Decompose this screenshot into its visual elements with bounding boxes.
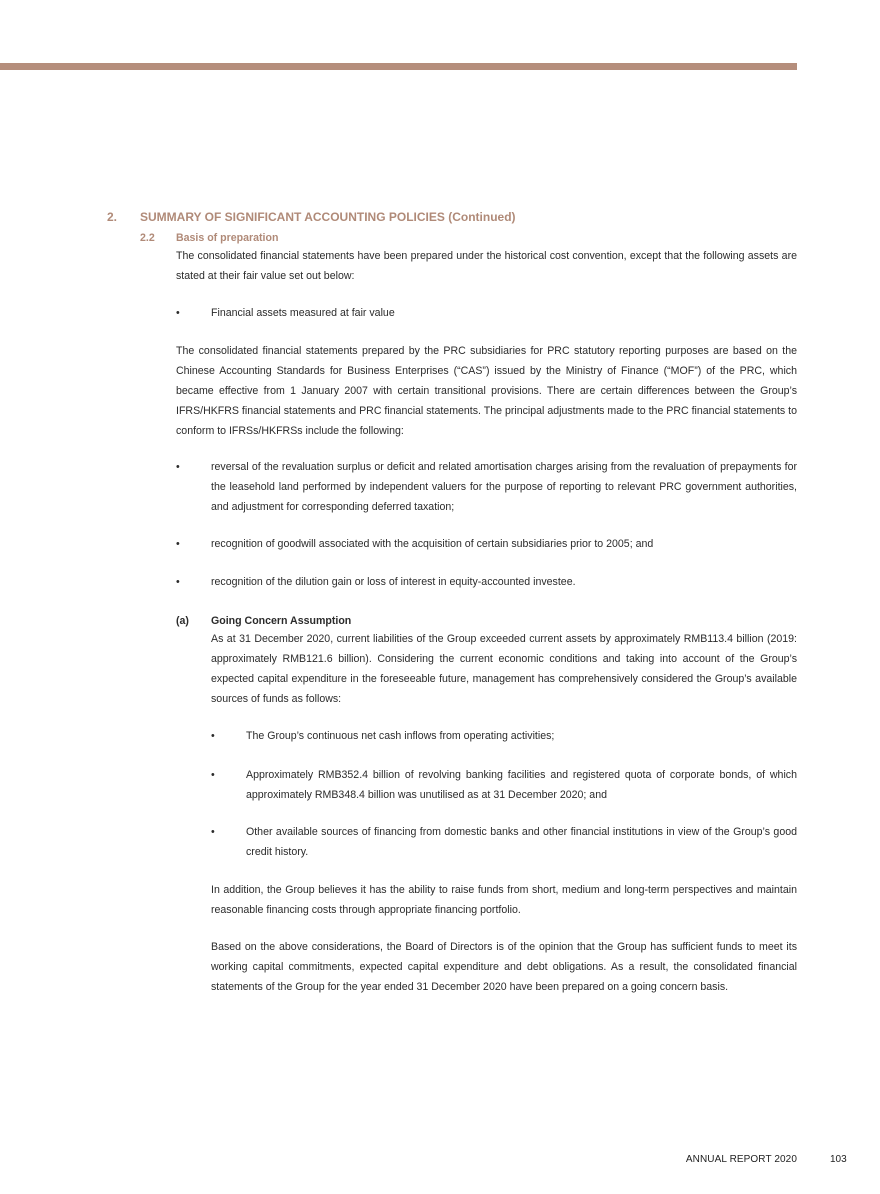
section-title: SUMMARY OF SIGNIFICANT ACCOUNTING POLICIES (Continued) <box>140 210 516 224</box>
section-number: 2. <box>107 210 118 224</box>
header-accent-bar <box>0 63 797 70</box>
bullet-icon: • <box>176 307 180 319</box>
adjustment-item: recognition of the dilution gain or loss of interest in equity-accounted investee. <box>211 576 576 588</box>
going-concern-label: (a) <box>176 615 189 627</box>
bullet-icon: • <box>176 461 180 473</box>
bullet-icon: • <box>176 576 180 588</box>
bullet-icon: • <box>176 538 180 550</box>
going-concern-title: Going Concern Assumption <box>211 615 352 627</box>
intro-bullet-item: Financial assets measured at fair value <box>211 307 395 319</box>
funding-source-item: Approximately RMB352.4 billion of revolving banking facilities and registered quota of corporate bonds, of which approximately RMB348.4 billion was unutilised as at 31 December 2020; and <box>246 769 797 801</box>
funding-source-item: Other available sources of financing from domestic banks and other financial institutions in view of the Group’s good credit history. <box>246 826 797 858</box>
bullet-icon: • <box>211 730 215 742</box>
adjustment-item: recognition of goodwill associated with the acquisition of certain subsidiaries prior to 2005; and <box>211 538 654 550</box>
bullet-icon: • <box>211 769 215 781</box>
funding-source-item: The Group’s continuous net cash inflows from operating activities; <box>246 730 555 742</box>
adjustment-item: reversal of the revaluation surplus or deficit and related amortisation charges arising from the revaluation of prepayments for the leasehold land performed by independent valuers for the purpose of reporting to relevant PRC government authorities, and adjustment for corresponding deferred taxation; <box>211 461 797 513</box>
footer-report-label: ANNUAL REPORT 2020 <box>685 1154 797 1165</box>
bullet-icon: • <box>211 826 215 838</box>
subsection-number: 2.2 <box>140 232 155 244</box>
page-number: 103 <box>830 1154 847 1165</box>
going-concern-paragraph-1: As at 31 December 2020, current liabilities of the Group exceeded current assets by approximately RMB113.4 billion (2019: approximately RMB121.6 billion). Considering the current economic conditions and taking into account of the Group’s expected capital expenditure in the foreseeable future, management has comprehensively considered the Group’s available sources of funds as follows: <box>211 633 797 705</box>
intro-paragraph: The consolidated financial statements have been prepared under the historical cost convention, except that the following assets are stated at their fair value set out below: <box>176 250 797 282</box>
subsection-title: Basis of preparation <box>176 232 279 244</box>
going-concern-paragraph-3: Based on the above considerations, the Board of Directors is of the opinion that the Group has sufficient funds to meet its working capital commitments, expected capital expenditure and debt obligations. As a result, the consolidated financial statements of the Group for the year ended 31 December 2020 have been prepared on a going concern basis. <box>211 941 797 993</box>
prc-paragraph: The consolidated financial statements prepared by the PRC subsidiaries for PRC statutory reporting purposes are based on the Chinese Accounting Standards for Business Enterprises (“CAS”) issued by the Ministry of Finance (“MOF”) of the PRC, which became effective from 1 January 2007 with certain transitional provisions. There are certain differences between the Group’s IFRS/HKFRS financial statements and PRC financial statements. The principal adjustments made to the PRC financial statements to conform to IFRSs/HKFRSs include the following: <box>176 345 798 437</box>
going-concern-paragraph-2: In addition, the Group believes it has the ability to raise funds from short, medium and long-term perspectives and maintain reasonable financing costs through appropriate financing portfolio. <box>211 884 797 916</box>
